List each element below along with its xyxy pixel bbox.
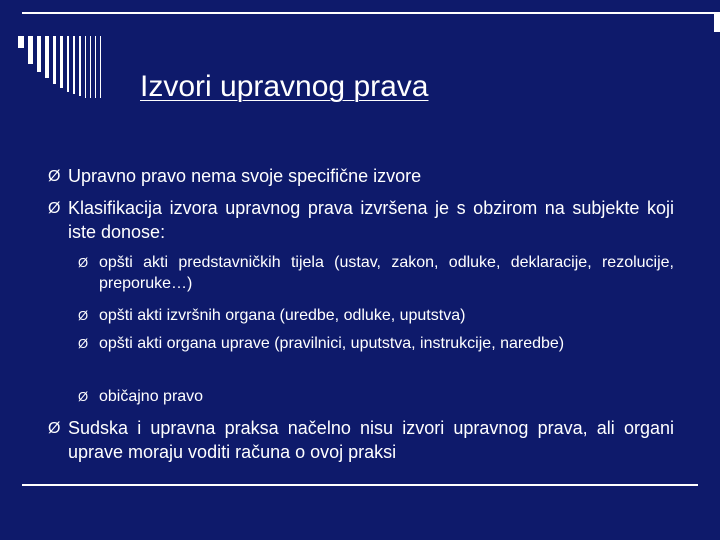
- bullet-text: Sudska i upravna praksa načelno nisu izvori upravnog prava, ali organi uprave moraju voditi računa o ovoj praksi: [68, 418, 674, 462]
- bullet-2: [48, 196, 674, 244]
- deco-bar: [100, 36, 101, 98]
- bullet-text: Klasifikacija izvora upravnog prava izvršena je s obzirom na subjekte koji iste donose:: [68, 198, 674, 242]
- deco-bar: [73, 36, 75, 94]
- deco-bar: [79, 36, 81, 96]
- arrow-bullet-icon: Ø: [78, 255, 89, 270]
- sub-bullet-1: [78, 252, 674, 294]
- arrow-bullet-icon: Ø: [48, 200, 61, 217]
- deco-bar: [45, 36, 49, 78]
- sub-bullet-3: [78, 333, 674, 354]
- deco-bar: [95, 36, 96, 98]
- bullet-3: [48, 416, 674, 464]
- arrow-bullet-icon: Ø: [78, 389, 89, 404]
- arrow-bullet-icon: Ø: [48, 420, 61, 437]
- deco-bar: [37, 36, 41, 72]
- deco-bar: [28, 36, 33, 64]
- bullet-text: običajno pravo: [99, 388, 204, 405]
- bullet-text: Upravno pravo nema svoje specifične izvore: [68, 166, 422, 186]
- deco-bar: [18, 36, 24, 48]
- arrow-bullet-icon: Ø: [78, 336, 89, 351]
- deco-bar: [85, 36, 86, 98]
- top-rule: [22, 12, 720, 14]
- deco-bar: [90, 36, 91, 98]
- slide-title: Izvori upravnog prava: [140, 70, 429, 103]
- sub-bullet-4: [78, 386, 674, 407]
- top-right-tick: [714, 14, 720, 32]
- bullet-1: [48, 164, 674, 188]
- bottom-rule: [22, 484, 698, 486]
- decorative-bars: [18, 36, 138, 98]
- deco-bar: [53, 36, 56, 84]
- bullet-text: opšti akti izvršnih organa (uredbe, odluke, uputstva): [99, 307, 466, 324]
- arrow-bullet-icon: Ø: [78, 308, 89, 323]
- deco-bar: [60, 36, 63, 88]
- arrow-bullet-icon: Ø: [48, 168, 61, 185]
- sub-bullet-2: [78, 305, 674, 326]
- deco-bar: [67, 36, 69, 92]
- bullet-text: opšti akti predstavničkih tijela (ustav, zakon, odluke, deklaracije, rezolucije, preporuke…): [99, 254, 674, 292]
- bullet-text: opšti akti organa uprave (pravilnici, uputstva, instrukcije, naredbe): [99, 335, 565, 352]
